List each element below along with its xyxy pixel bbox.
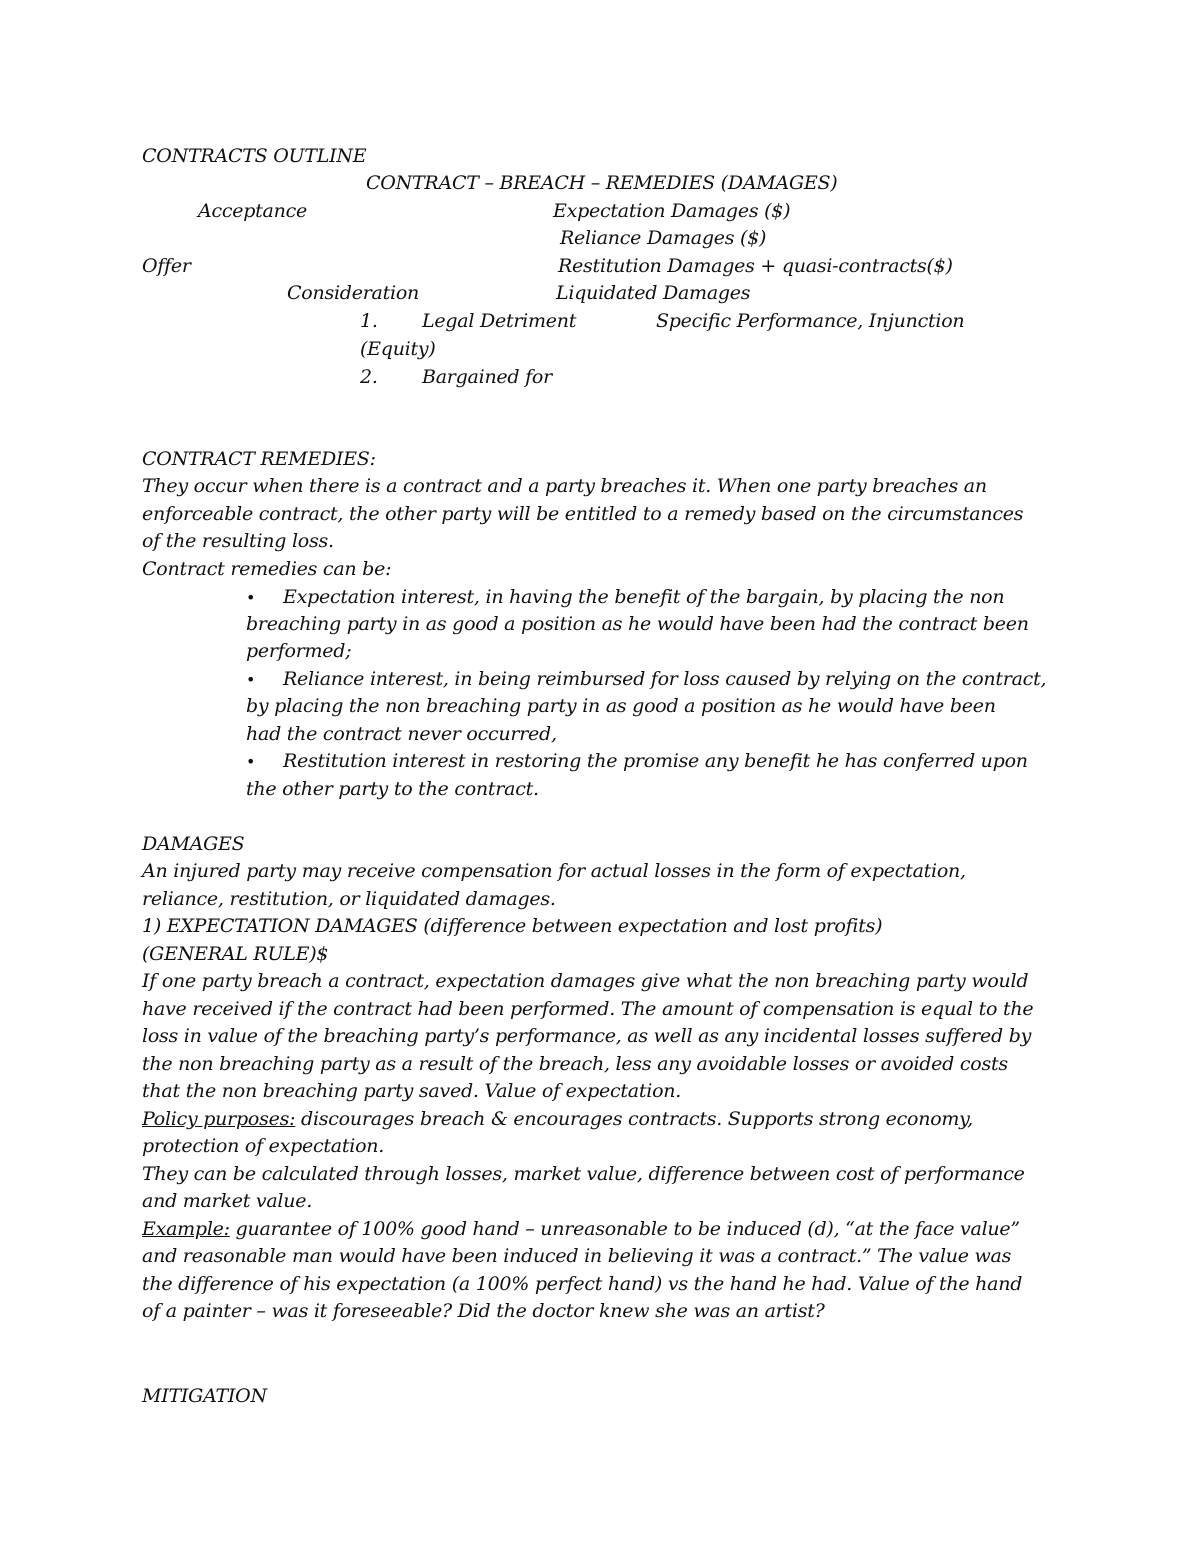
example-line <box>142 1216 1020 1243</box>
remedy-expectation-damages: Expectation Damages ($) <box>553 200 791 222</box>
paragraph-line: If one party breach a contract, expectation damages give what the non breaching party would <box>142 970 1029 992</box>
remedy-restitution-damages: Restitution Damages + quasi-contracts($) <box>558 255 953 277</box>
bullet-line: Restitution interest in restoring the promise any benefit he has conferred upon <box>283 750 1028 772</box>
subheading-expectation-damages: 1) EXPECTATION DAMAGES (difference between expectation and lost profits) <box>142 915 883 937</box>
bullet-line: breaching party in as good a position as he would have been had the contract been <box>246 613 1029 635</box>
paragraph-line: protection of expectation. <box>142 1135 385 1157</box>
remedy-equity: (Equity) <box>360 338 436 360</box>
bullet-line: the other party to the contract. <box>246 778 539 800</box>
policy-line <box>142 1106 973 1133</box>
section-heading-damages: DAMAGES <box>142 833 245 855</box>
paragraph-line: and reasonable man would have been induced in believing it was a contract.” The value was <box>142 1245 1012 1267</box>
paragraph-line: of a painter – was it foreseeable? Did the doctor knew she was an artist? <box>142 1300 825 1322</box>
offer-label: Offer <box>142 255 191 277</box>
bullet-icon: • <box>246 752 256 771</box>
example-text: guarantee of 100% good hand – unreasonable to be induced (d), “at the face value” <box>229 1218 1020 1240</box>
remedy-specific-performance: Specific Performance, Injunction <box>656 310 965 332</box>
paragraph-line: They can be calculated through losses, market value, difference between cost of performance <box>142 1163 1025 1185</box>
paragraph-line: that the non breaching party saved. Value of expectation. <box>142 1080 682 1102</box>
policy-text: discourages breach & encourages contracts. Supports strong economy, <box>295 1108 973 1130</box>
paragraph-line: They occur when there is a contract and a party breaches it. When one party breaches an <box>142 475 987 497</box>
section-heading-contract-remedies: CONTRACT REMEDIES: <box>142 448 376 470</box>
remedy-liquidated-damages: Liquidated Damages <box>556 282 751 304</box>
diagram-title: CONTRACT – BREACH – REMEDIES (DAMAGES) <box>366 172 838 194</box>
subheading-general-rule: (GENERAL RULE)$ <box>142 943 329 965</box>
example-label: Example: <box>142 1218 230 1240</box>
paragraph-line: the difference of his expectation (a 100% perfect hand) vs the hand he had. Value of the hand <box>142 1273 1023 1295</box>
paragraph-line: of the resulting loss. <box>142 530 334 552</box>
bullet-line: Reliance interest, in being reimbursed for loss caused by relying on the contract, <box>283 668 1047 690</box>
policy-purposes-label: Policy purposes: <box>142 1108 296 1130</box>
paragraph-line: have received if the contract had been performed. The amount of compensation is equal to the <box>142 998 1034 1020</box>
remedy-reliance-damages: Reliance Damages ($) <box>560 227 767 249</box>
bullet-line: by placing the non breaching party in as good a position as he would have been <box>246 695 996 717</box>
paragraph-line: reliance, restitution, or liquidated damages. <box>142 888 556 910</box>
bullet-line: Expectation interest, in having the benefit of the bargain, by placing the non <box>283 586 1005 608</box>
paragraph-line: An injured party may receive compensation for actual losses in the form of expectation, <box>142 860 966 882</box>
consideration-label: Consideration <box>287 282 419 304</box>
section-heading-mitigation: MITIGATION <box>142 1385 267 1407</box>
paragraph-line: enforceable contract, the other party will be entitled to a remedy based on the circumstances <box>142 503 1024 525</box>
paragraph-line: the non breaching party as a result of the breach, less any avoidable losses or avoided costs <box>142 1053 1008 1075</box>
consideration-item-number: 2. <box>360 366 378 388</box>
consideration-item-number: 1. <box>360 310 378 332</box>
bullet-icon: • <box>246 588 256 607</box>
bullet-line: performed; <box>246 640 352 662</box>
paragraph-line: loss in value of the breaching party’s performance, as well as any incidental losses suffered by <box>142 1025 1032 1047</box>
consideration-item-legal-detriment: Legal Detriment <box>422 310 577 332</box>
consideration-item-bargained-for: Bargained for <box>422 366 552 388</box>
paragraph-line: and market value. <box>142 1190 313 1212</box>
acceptance-label: Acceptance <box>198 200 307 222</box>
list-intro: Contract remedies can be: <box>142 558 392 580</box>
document-title: CONTRACTS OUTLINE <box>142 145 367 167</box>
bullet-icon: • <box>246 670 256 689</box>
bullet-line: had the contract never occurred, <box>246 723 557 745</box>
